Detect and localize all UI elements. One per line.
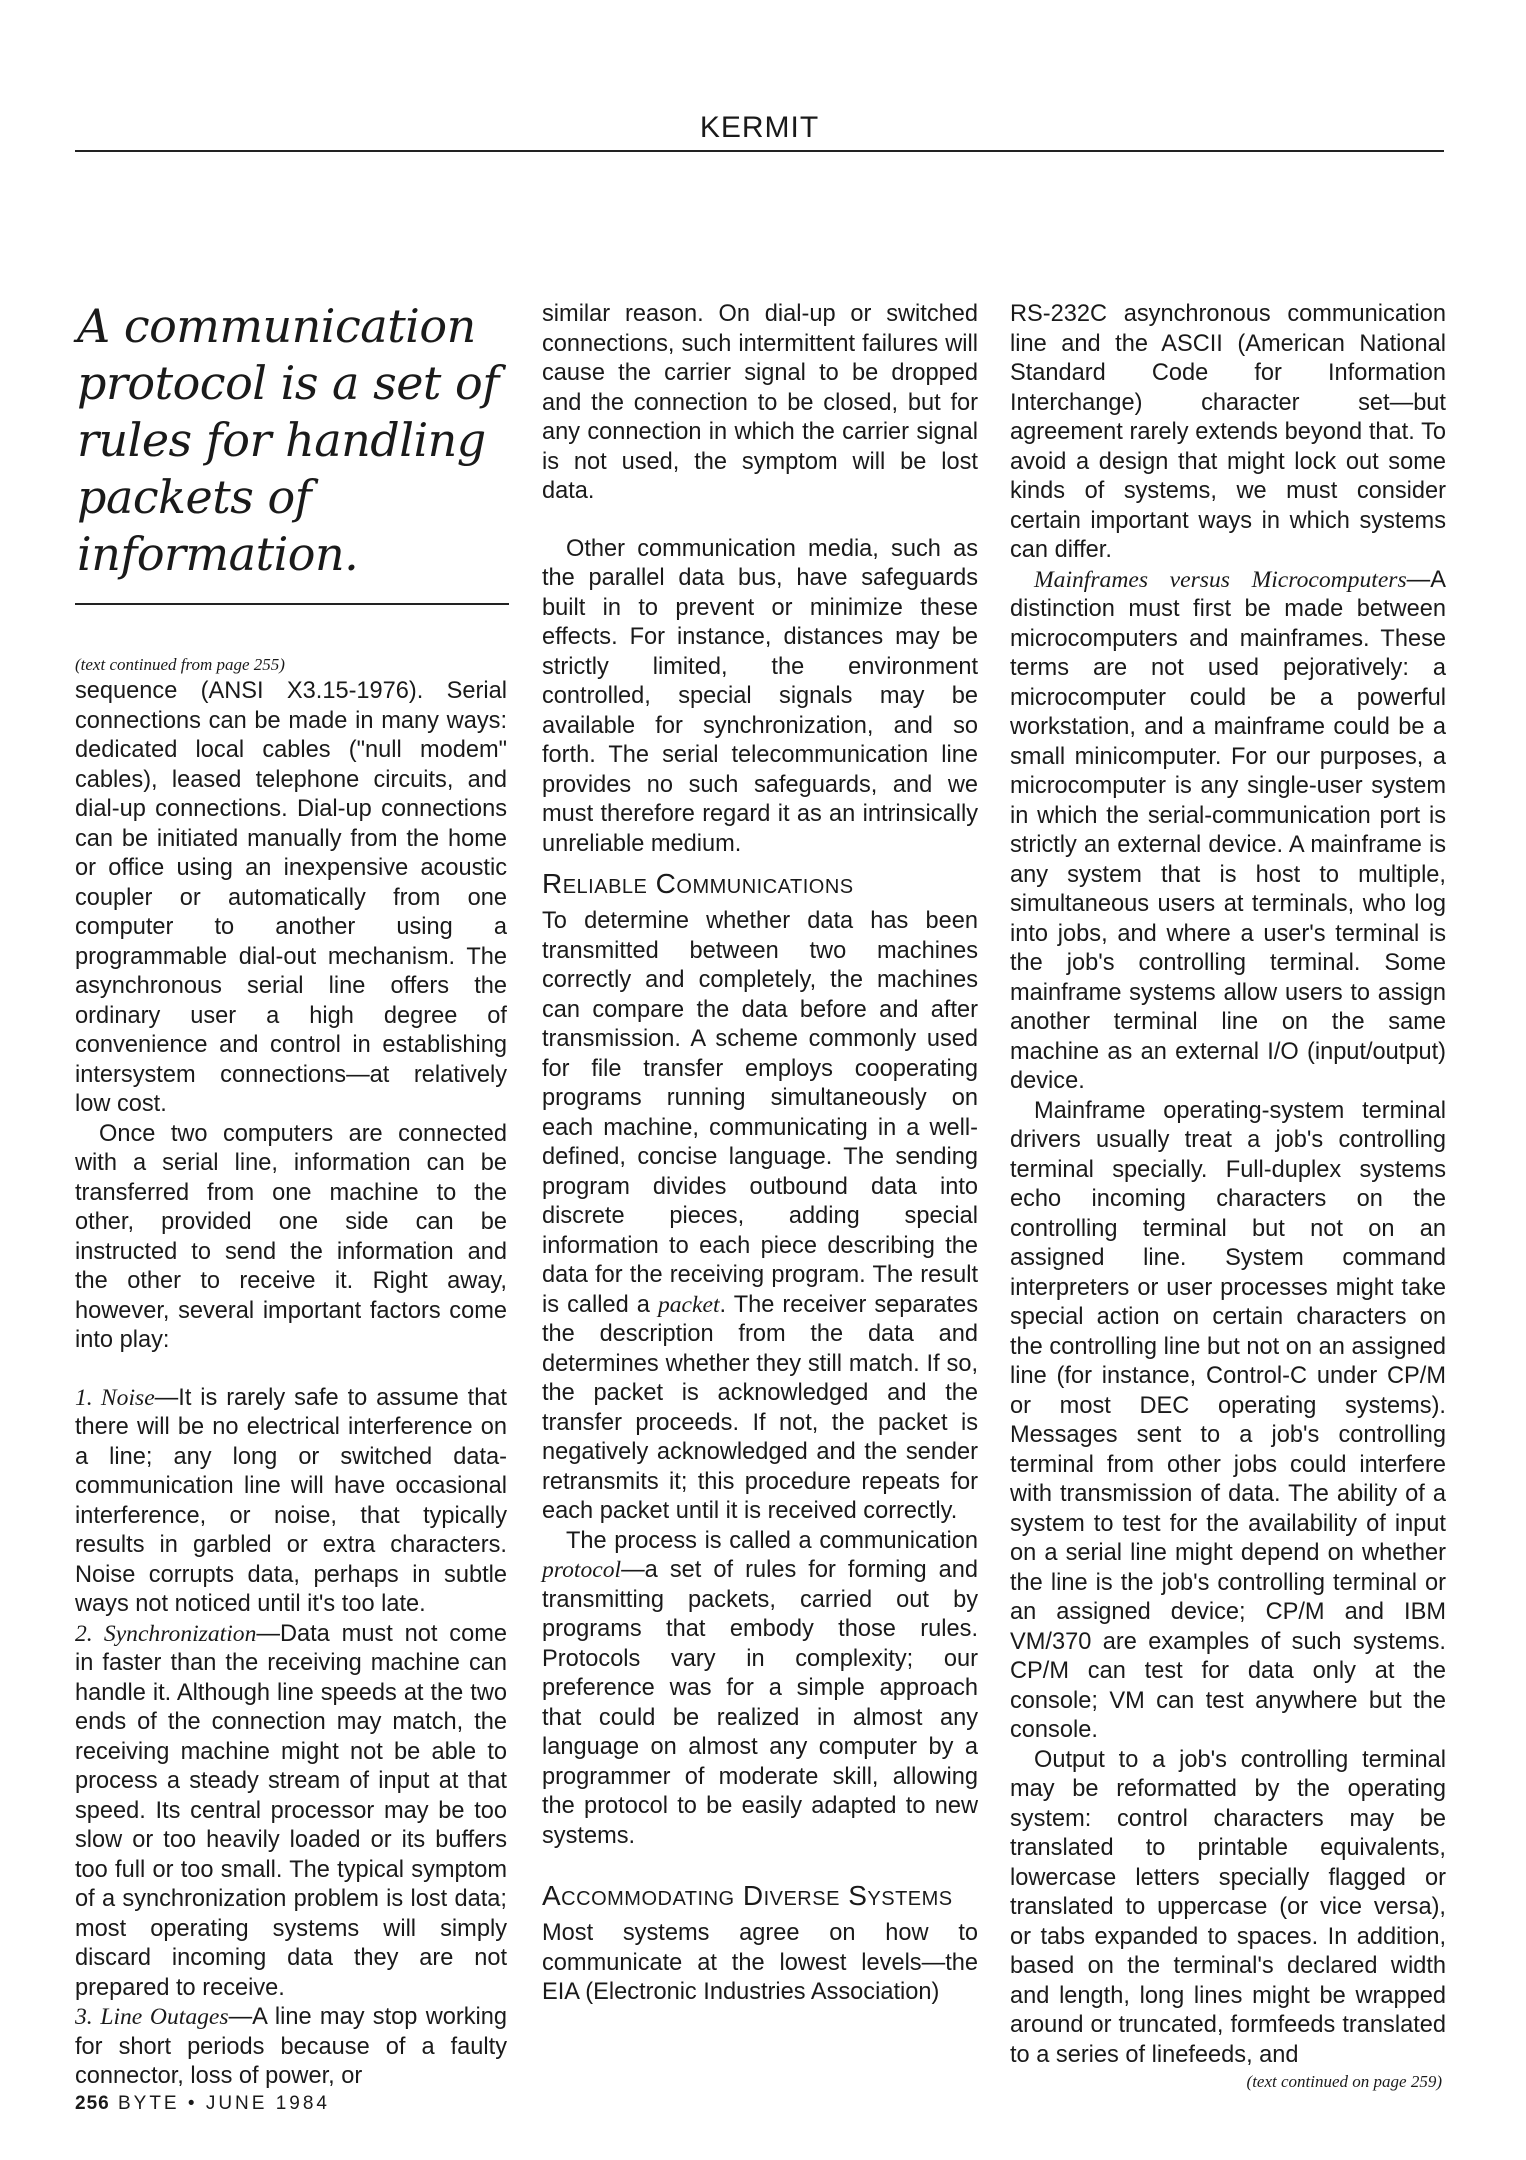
text-run: —A distinction must first be made between microcomputers and mainframes. These terms are not used pejoratively: a microcomputer could be a powerful workstation, and a mainframe could be a small minicomputer. For our purposes, a microcomputer is any single-user system in which the serial-communication port is strictly an external device. A mainframe is any system that is host to multiple, simultaneous users at terminals, who log into jobs, and where a user's terminal is the job's controlling terminal. Some mainframe systems allow users to assign another terminal line on the same machine as an external I/O (input/output) device. [1010,566,1446,1094]
footer-separator: • [187,2093,198,2114]
header-rule [75,150,1444,152]
continued-from-note: (text continued from page 255) [75,655,285,674]
list-item-label: 3. Line Outages [75,2004,229,2030]
list-item [75,1620,507,2004]
issue-date: JUNE 1984 [205,2093,330,2114]
pull-quote-rule [75,603,509,605]
term: protocol [542,1557,622,1583]
spacer [75,1356,507,1384]
paragraph: Output to a job's controlling terminal may be reformatted by the operating system: control characters may be translated to printable equivalents, lowercase letters specially flagged or translated to uppercase (or vice versa), or tabs expanded to spaces. In addition, based on the terminal's declared width and length, long lines might be wrapped around or truncated, formfeeds translated to a series of linefeeds, and [1010,1746,1446,2068]
paragraph [542,1527,978,1852]
list-item [75,1384,507,1620]
spacer [542,507,978,535]
list-item-label: 2. Synchronization [75,1620,257,1647]
text-run: To determine whether data has been transmitted between two machines correctly and completely, the machines can compare the data before and after transmission. A scheme commonly used for file transfer employs cooperating programs running simultaneously on each machine, communicating in a well-defined, concise language. The sending program divides outbound data into discrete pieces, adding special information to each piece describing the data for the receiving program. The result is called a [542,908,978,1318]
page-number: 256 [75,2093,110,2114]
run-in-heading: Mainframes versus Microcomputers [1034,566,1407,593]
list-item-text: —A line may stop working for short periods because of a faulty connector, loss of power, or [75,2004,508,2089]
paragraph: sequence (ANSI X3.15-1976). Serial connections can be made in many ways: dedicated local cables ("null modem" cables), leased telephone circuits, and dial-up connections. Dial-up connections can be initiated manually from the home or office using an inexpensive acoustic coupler or automatically from one computer to another using a programmable dial-out mechanism. The asynchronous serial line offers the ordinary user a high degree of convenience and control in establishing intersystem connections—at relatively low cost. [75,678,507,1117]
text-run: . The receiver separates the description from the data and determines whether they still match. If so, the packet is acknowledged and the transfer proceeds. If not, the packet is negatively acknowledged and the sender retransmits it; this procedure repeats for each packet until it is received correctly. [542,1291,978,1524]
paragraph: RS-232C asynchronous communication line and the ASCII (American National Standard Code for Information Interchange) character set—but agreement rarely extends beyond that. To avoid a design that might lock out some kinds of systems, we must consider certain important ways in which systems can differ. [1010,301,1446,563]
spacer [542,1851,978,1871]
section-heading: Reliable Communications [542,868,854,899]
paragraph: Most systems agree on how to communicate at the lowest levels—the EIA (Electronic Industries Association) [542,1920,978,2005]
text-run: The process is called a communication [566,1527,978,1554]
paragraph: Mainframe operating-system terminal drivers usually treat a job's controlling terminal specially. Full-duplex systems echo incoming characters on the controlling terminal but not on an assigned line. System command interpreters or user processes might take special action on certain characters on the controlling line but not on an assigned line (for instance, Control-C under CP/M or most DEC operating systems). Messages sent to a job's controlling terminal from other jobs could interfere with transmission of data. The ability of a system to test for the availability of input on a serial line might depend on whether the line is the job's controlling terminal or an assigned device; CP/M and IBM VM/370 are examples of such systems. CP/M can test for data only at the console; VM can test anywhere but the console. [1010,1097,1446,1743]
page-footer [75,2093,330,2115]
pull-quote: A communication protocol is a set of rules for handling packets of information. [77,299,499,581]
continued-on-note: (text continued on page 259) [1246,2072,1442,2091]
paragraph: Other communication media, such as the parallel data bus, have safeguards built in to prevent or minimize these effects. For instance, distances may be strictly limited, the environment controlled, special signals may be available for synchronization, and so forth. The serial telecommunication line provides no such safeguards, and we must therefore regard it as an intrinsically unreliable medium. [542,535,978,857]
running-header: KERMIT [699,111,820,144]
column-3 [1010,300,1446,2094]
text-run: —a set of rules for forming and transmitting packets, carried out by programs that embody those rules. Protocols vary in complexity; our preference was for a simple approach that could be realized in almost any language on almost any computer by a programmer of moderate skill, allowing the protocol to be easily adapted to new systems. [542,1557,978,1849]
list-item-text: —It is rarely safe to assume that there will be no electrical interference on a line; any long or switched data-communication line will have occasional interference, or noise, that typically results in garbled or extra characters. Noise corrupts data, perhaps in subtle ways not noticed until it's too late. [75,1384,507,1617]
magazine-name: BYTE [117,2093,180,2114]
section-heading: Accommodating Diverse Systems [542,1880,953,1911]
list-item [75,2003,507,2092]
column-1 [75,298,507,2092]
term: packet [657,1291,720,1318]
paragraph: Once two computers are connected with a serial line, information can be transferred from one machine to the other, provided one side can be instructed to send the information and the other to receive it. Right away, however, several important factors come into play: [75,1120,507,1353]
list-item-text: —Data must not come in faster than the receiving machine can handle it. Although line speeds at the two ends of the connection may match, the receiving machine might not be able to process a steady stream of input at that speed. Its central processor may be too slow or too heavily loaded or its buffers too full or too small. The typical symptom of a synchronization problem is lost data; most operating systems will simply discard incoming data they are not prepared to receive. [75,1620,507,2001]
paragraph [542,907,978,1527]
column-2 [542,300,978,2008]
paragraph [1010,566,1446,1097]
list-item-label: 1. Noise [75,1384,155,1411]
paragraph: similar reason. On dial-up or switched connections, such intermittent failures will cause the carrier signal to be dropped and the connection to be closed, but for any connection in which the carrier signal is not used, the symptom will be lost data. [542,301,978,504]
